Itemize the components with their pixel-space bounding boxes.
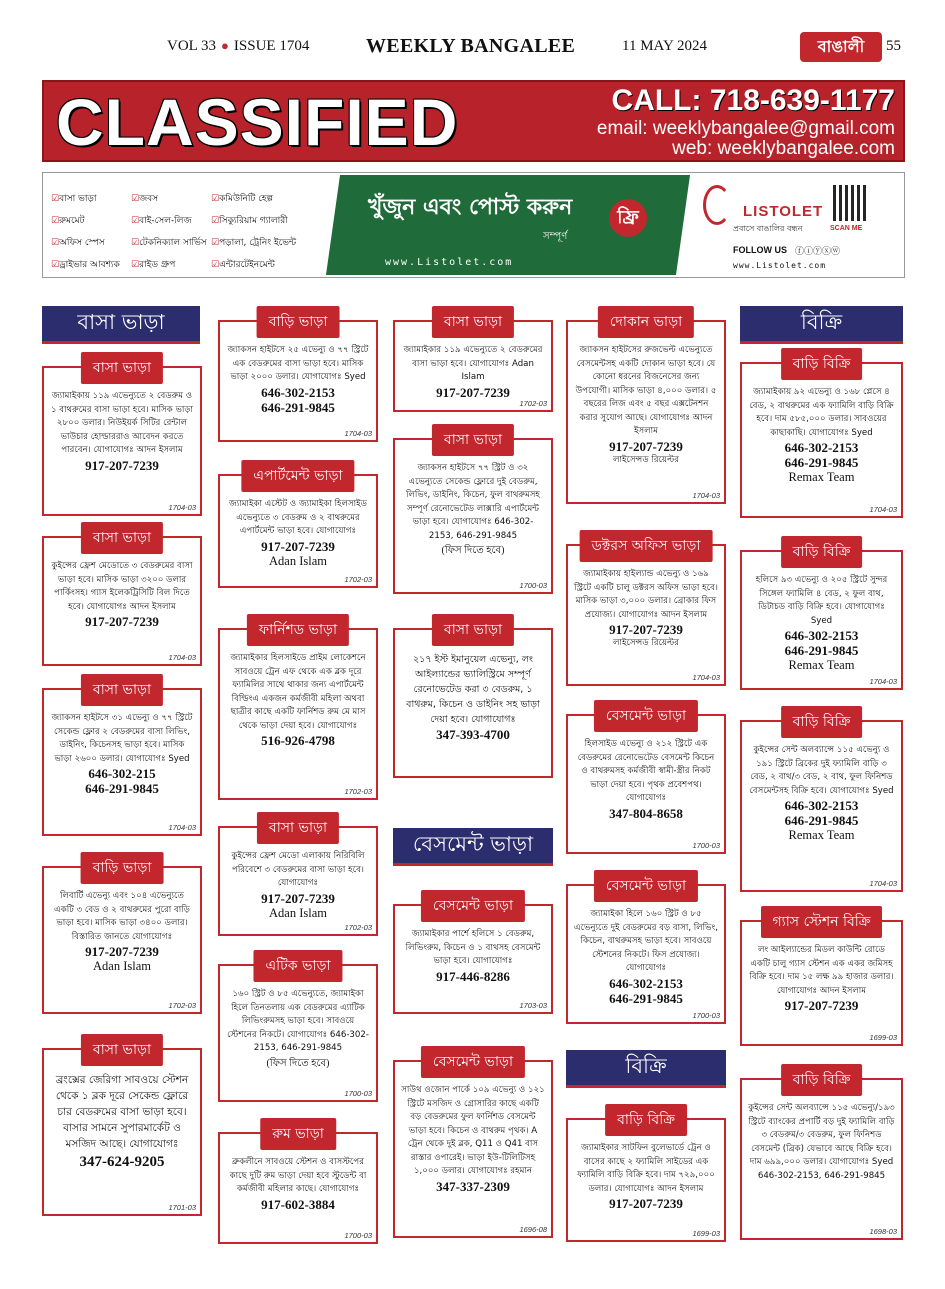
classified-ad xyxy=(42,1042,202,1216)
ad-code: 1702-03 xyxy=(344,923,372,932)
classified-ad xyxy=(218,958,378,1102)
ad-phone[interactable]: 917-207-7239 xyxy=(261,890,335,906)
ad-phone[interactable]: 917-207-7239 xyxy=(609,438,683,454)
classified-ad xyxy=(42,682,202,836)
ad-slogan-extra: সম্পূর্ণ xyxy=(543,231,568,242)
ad-category: ☑ সিক্যুরিয়াম গ্যালারী xyxy=(211,213,311,228)
ad-code: 1702-03 xyxy=(344,787,372,796)
ad-heading: বেসমেন্ট ভাড়া xyxy=(421,1046,525,1078)
ad-note: (ফিস দিতে হবে) xyxy=(441,545,505,556)
ad-contact-name: Adan Islam xyxy=(93,959,151,973)
classified-banner xyxy=(42,80,905,162)
ad-text: জ্যাকসন হাইটসে ৭৭ স্ট্রিট ও ৩২ এভেন্যুতে সেকেন্ড ফ্লোরে দুই বেডরুম, লিভিং, ডাইনিং, কিচেন, ফুল বাথরুমসহ সম্পূর্ণ রেনোভেটেড লাক্সারি এপার্টমেন্ট ভাড়া হবে। যোগাযোগঃ 646-302-2153, 646-291-9845 xyxy=(406,463,540,541)
classified-ad xyxy=(218,622,378,800)
ad-heading: বাড়ি ভাড়া xyxy=(81,852,164,884)
ad-text: কুইন্সের সেন্ট অলব্যান্সে ১১৫ এভেন্যু ও ১৯১ স্ট্রিটে ব্রিকের দুই ফ্যামিলি বাড়ি ৩ বেড, ২ বাথ/৩ বেড, ২ বাথ, ফুল ফিনিশড বেসমেন্টসহ বিক্রি হবে। যোগাযোগঃ Syed xyxy=(749,745,894,796)
ad-phone[interactable]: 646-302-215 xyxy=(88,766,156,781)
section-header-basement: বেসমেন্ট ভাড়া xyxy=(393,828,553,866)
ad-text: কুইন্সের সেন্ট অলব্যান্সে ১১৫ এভেন্যু/১৯৩ স্ট্রিটে ব্যাংকের প্রপার্টি বড় দুই ফ্যামিলি বাড়ি ৩ বেডরুম/৩ বেডরুম, ফুল ফিনিশড বেসমেন্ট (ব্রিক) যেভাবে আছে বিক্রি হবে। দাম ৬৯৯,০০০ ডলার। যোগাযোগঃ Syed 646-302-2153, 646-291-9845 xyxy=(748,1103,895,1181)
ad-heading: বেসমেন্ট ভাড়া xyxy=(594,870,698,902)
ad-note: (ফিস দিতে হবে) xyxy=(266,1057,330,1069)
ad-url-footer[interactable]: www.Listolet.com xyxy=(733,261,827,270)
ad-category: ☑ এন্টারটেইনমেন্ট xyxy=(211,257,311,272)
classified-ad xyxy=(218,1126,378,1244)
newspaper-logo: বাঙালী xyxy=(800,32,882,62)
ad-heading: ডক্টরস অফিস ভাড়া xyxy=(580,530,713,562)
classified-ad xyxy=(566,538,726,686)
classified-ad xyxy=(393,1054,553,1238)
ad-text: জ্যাকসন হাইটসে ২৫ এভেন্যু ও ৭৭ স্ট্রিটে এক বেডরুমের বাসা ভাড়া হবে। মাসিক ভাড়া ২০০০ ডলার। যোগাযোগঃ Syed xyxy=(227,345,369,382)
ad-agency: Remax Team xyxy=(788,828,855,842)
ad-heading: বাসা ভাড়া xyxy=(432,424,514,456)
ad-code: 1702-03 xyxy=(344,575,372,584)
ad-heading: বাড়ি বিক্রি xyxy=(781,1064,863,1096)
ad-phone[interactable]: 347-624-9205 xyxy=(79,1154,165,1170)
ad-brand-name: LISTOLET xyxy=(743,203,824,220)
ad-text: ২১৭ ইস্ট ইমানুয়েল এভেন্যু, লং আইল্যান্ডের ভ্যালিস্ট্রিমে সম্পূর্ণ রেনোভেটেড করা ৩ বেডরুম, ১ বাথরুম, কিচেন ও ডাইনিং সহ ভাড়া দেয়া হবে। যোগাযোগঃ xyxy=(406,654,540,725)
ad-phone[interactable]: 646-291-9845 xyxy=(784,643,859,658)
ad-code: 1700-03 xyxy=(344,1089,372,1098)
ad-text: জ্যামাইকা এস্টেট ও জ্যামাইকা হিলসাইড এভেন্যুতে ৩ বেডরুম ও ২ বাথরুমের এপার্টমেন্ট ভাড়া হবে। যোগাযোগঃ xyxy=(229,499,367,536)
ad-code: 1704-03 xyxy=(344,429,372,438)
ad-heading: বাসা ভাড়া xyxy=(432,306,514,338)
newspaper-name: WEEKLY BANGALEE xyxy=(366,35,576,57)
banner-website: web: weeklybangalee.com xyxy=(672,138,895,159)
ad-phone[interactable]: 917-207-7239 xyxy=(609,1196,683,1211)
ad-phone[interactable]: 917-207-7239 xyxy=(609,622,683,637)
ad-heading: বাসা ভাড়া xyxy=(257,812,339,844)
ad-text: জ্যামাইকার ১১৯ এভেন্যুতে ২ বেডরুমের বাসা ভাড়া হবে। যোগাযোগঃ Adan Islam xyxy=(403,345,543,382)
ad-heading: বেসমেন্ট ভাড়া xyxy=(594,700,698,732)
ad-text: জ্যামাইকার সাটফিন বুলেভার্ডে ট্রেন ও বাসের কাছে ২ ফ্যামিলি সাইডের এক ফ্যামিলি বাড়ি বিক্রি হবে। দাম ৭২৯,০০০ ডলার। যোগাযোগঃ আদন ইসলাম xyxy=(577,1143,715,1194)
classified-ad xyxy=(740,1072,903,1240)
ad-heading: বাড়ি বিক্রি xyxy=(781,348,863,380)
ad-category-list xyxy=(51,191,311,272)
ad-phone[interactable]: 646-302-2153 xyxy=(784,628,859,643)
ad-text: জ্যামাইকায় ১১৯ এভেন্যুতে ২ বেডরুম ও ১ বাথরুমের বাসা ভাড়া হবে। মাসিক ভাড়া ২৮০০ ডলার। নিউইয়র্ক সিটির রেন্টাল ভাউচার হোল্ডাররাও আবেদন করতে পারবেন। যোগাযোগঃ আদন ইসলাম xyxy=(50,391,194,455)
ad-phone[interactable]: 646-302-2153 xyxy=(784,798,859,813)
ad-phone[interactable]: 347-804-8658 xyxy=(609,805,683,821)
section-header-bikri-mid: বিক্রি xyxy=(566,1050,726,1088)
classified-ad xyxy=(393,622,553,778)
classified-ad xyxy=(566,708,726,854)
banner-phone: CALL: 718-639-1177 xyxy=(611,84,895,117)
ad-code: 1700-03 xyxy=(692,1011,720,1020)
ad-category: ☑ কমিউনিটি হেল্প xyxy=(211,191,311,206)
ad-category: ☑ জবস xyxy=(131,191,211,206)
ad-heading: এটিক ভাড়া xyxy=(253,950,342,982)
ad-code: 1704-03 xyxy=(869,879,897,888)
ad-text: জ্যাকসন হাইটসের রুজভেল্ট এভেন্যুতে বেসমেন্টসহ একটি দোকান ভাড়া হবে। যে কোনো ধরনের বিজনেসের জন্য উপযোগী। মাসিক ভাড়া ৪,০০০ ডলার। ৫ বছরের লিজ এবং ৫ বছর এক্সটেনশন করার সুযোগ আছে। যোগাযোগঃ আদন ইসলাম xyxy=(575,345,717,436)
classified-ad xyxy=(566,314,726,504)
ad-category: ☑ অফিস স্পেস xyxy=(51,235,131,250)
ad-phone[interactable]: 646-302-2153 xyxy=(784,440,859,455)
ad-phone[interactable]: 646-302-2153 xyxy=(261,384,335,400)
issue-date: 11 MAY 2024 xyxy=(622,38,708,54)
classified-ad xyxy=(218,314,378,442)
ad-contact-name: Adan Islam xyxy=(269,905,327,920)
classified-ad xyxy=(393,898,553,1014)
ad-phone[interactable]: 646-302-2153 xyxy=(609,975,683,991)
ad-text: হিলসাইড এভেন্যু ও ২১২ স্ট্রিটে এক বেডরুমের রেনোভেটেড বেসমেন্ট কিচেন ও বাথরুমসহ কর্মজীবী স্বামী-স্ত্রীর নিকট ভাড়া দেয়া হবে। পৃথক প্রবেশপথ। যোগাযোগঃ xyxy=(577,739,715,803)
ad-category: ☑ বাই-সেল-লিজ xyxy=(131,213,211,228)
ad-code: 1700-03 xyxy=(519,581,547,590)
ad-free-badge: ফ্রি xyxy=(609,199,647,237)
ad-heading: বাসা ভাড়া xyxy=(81,674,163,706)
ad-code: 1699-03 xyxy=(692,1229,720,1238)
ad-category: ☑ ড্রাইভার আবশ্যক xyxy=(51,257,131,272)
classified-ad xyxy=(42,530,202,666)
ad-follow-us: FOLLOW US xyxy=(733,245,787,255)
ad-code: 1701-03 xyxy=(168,1203,196,1212)
separator-dot-icon: ● xyxy=(221,38,229,53)
ad-agency: Remax Team xyxy=(788,658,855,672)
ad-phone[interactable]: 646-291-9845 xyxy=(609,990,683,1006)
ad-slogan: খুঁজুন এবং পোস্ট করুন xyxy=(368,195,573,220)
ad-heading: দোকান ভাড়া xyxy=(598,306,694,338)
ad-phone[interactable]: 917-602-3884 xyxy=(261,1196,335,1212)
classified-ad xyxy=(566,1112,726,1242)
ad-text: কুইন্সের ফ্রেশ মেডো এলাকায় নিরিবিলি পরিবেশে ৩ বেডরুমের বাসা ভাড়া হবে। যোগাযোগঃ xyxy=(231,851,365,888)
qr-code-icon[interactable] xyxy=(833,185,869,221)
ad-phone[interactable]: 917-207-7239 xyxy=(436,384,510,400)
ad-category: ☑ রাইড গ্রুপ xyxy=(131,257,211,272)
ad-brand-tagline: প্রবাসে বাঙালির বন্ধন xyxy=(733,224,803,233)
section-header-basa-bhara: বাসা ভাড়া xyxy=(42,306,200,344)
ad-text: ব্রুকলীনে সাবওয়ে স্টেশন ও বাসস্টপের কাছে দুটি রুম ভাড়া দেয়া হবে স্টুডেন্ট বা কর্মজীবী মহিলার কাছে। যোগাযোগঃ xyxy=(229,1157,367,1194)
ad-text: জ্যামাইকায় ৯২ এভেন্যু ও ১৬৮ প্লেসে ৪ বেড, ২ বাথরুমের এক ফ্যামিলি বাড়ি বিক্রি হবে। দাম ৫৮৫,০০০ ডলার। সাবওয়ের কাছাকাছি। যোগাযোগঃ Syed xyxy=(749,387,894,438)
ad-code: 1702-03 xyxy=(168,1001,196,1010)
listolet-advertisement xyxy=(42,172,905,278)
ad-category: ☑ বাসা ভাড়া xyxy=(51,191,131,206)
ad-code: 1704-03 xyxy=(168,823,196,832)
classified-ad xyxy=(740,714,903,892)
ad-code: 1704-03 xyxy=(869,677,897,686)
ad-phone[interactable]: 646-291-9845 xyxy=(784,455,859,470)
ad-category: ☑ পড়ালা, ট্রেনিং ইভেন্ট xyxy=(211,235,311,250)
ad-code: 1698-03 xyxy=(869,1227,897,1236)
ad-url[interactable]: www.Listolet.com xyxy=(385,257,514,268)
ad-code: 1696-08 xyxy=(519,1225,547,1234)
page-number: 55 xyxy=(886,38,901,54)
classified-ad xyxy=(740,356,903,518)
ad-contact-name: Adan Islam xyxy=(269,553,327,568)
ad-category: ☑ টেকনিক্যাল সার্ভিস xyxy=(131,235,211,250)
ad-heading: গ্যাস স্টেশন বিক্রি xyxy=(761,906,883,938)
ad-phone[interactable]: 917-207-7239 xyxy=(261,538,335,554)
ad-heading: বাড়ি বিক্রি xyxy=(781,536,863,568)
ad-phone[interactable]: 917-207-7239 xyxy=(784,998,859,1013)
ad-heading: এপার্টমেন্ট ভাড়া xyxy=(241,460,354,492)
ad-heading: বাড়ি ভাড়া xyxy=(257,306,340,338)
ad-text: জ্যাকসন হাইটসে ৩১ এভেন্যু ও ৭৭ স্ট্রিটে সেকেন্ড ফ্লোর ২ বেডরুমের বাসা লিভিং, ডাইনিং, কিচেনসহ ভাড়া হবে। মাসিক ভাড়া ২৬০০ ডলার। যোগাযোগঃ Syed xyxy=(51,713,193,764)
ad-text: কুইন্সের ফ্রেশ মেডোতে ৩ বেডরুমের বাসা ভাড়া হবে। মাসিক ভাড়া ৩২০০ ডলার পার্কিংসহ। গ্যাস ইলেকট্রিসিটি বিল দিতে হবে। যোগাযোগঃ আদন ইসলাম xyxy=(51,561,193,612)
ad-phone[interactable]: 646-291-9845 xyxy=(261,399,335,415)
ad-code: 1700-03 xyxy=(692,841,720,850)
ad-heading: বাসা ভাড়া xyxy=(81,352,163,384)
ad-phone[interactable]: 917-207-7239 xyxy=(85,944,159,959)
ad-code: 1704-03 xyxy=(869,505,897,514)
ad-text: সাউথ ওজোন পার্কে ১০৯ এভেন্যু ও ১২১ স্ট্রিটে মসজিদ ও গ্রোসারির কাছে একটি বড় বেডরুমের ফুল ফার্নিশড বেসমেন্ট ভাড়া হবে। কিচেন ও বাথরুম পৃথক। A ট্রেন থেকে দুই ব্লক, Q11 ও Q41 বাস রাস্তার ওপারেই। ভাড়া ইউ-টিলিটিসহ ১,০০০ ডলার। যোগাযোগঃ রহমান xyxy=(401,1085,545,1176)
ad-category: ☑ রুমমেট xyxy=(51,213,131,228)
social-media-icons[interactable]: ⓕⓘⓨⓧⓦ xyxy=(795,247,841,257)
ad-text: জ্যামাইকার পার্শে হলিসে ১ বেডরুম, লিভিংরুম, কিচেন ও ১ বাথসহ বেসমেন্ট ভাড়া হবে। যোগাযোগঃ xyxy=(405,929,541,966)
ad-phone[interactable]: 646-291-9845 xyxy=(784,813,859,828)
ad-heading: ফার্নিশড ভাড়া xyxy=(247,614,349,646)
ad-text: জ্যামাইকার হিলসাইডে প্রাইম লোকেশনে সাবওয়ে ট্রেন এফ থেকে এক ব্লক দূরে ফ্যামিলির সাথে থাকার জন্য এপার্টমেন্ট বিল্ডিংএ একজন কর্মজীবী মহিলা অথবা ছাত্রীর কাছে একটি ফার্নিশড রুম মে মাস থেকে ভাড়া দেয়া হবে। যোগাযোগঃ xyxy=(230,653,366,731)
classified-ad xyxy=(740,914,903,1046)
classified-ad xyxy=(393,314,553,412)
section-header-bikri: বিক্রি xyxy=(740,306,903,344)
ad-heading: বাড়ি বিক্রি xyxy=(605,1104,687,1136)
ad-text: লিবার্টি এভেন্যু এবং ১০৪ এভেন্যুতে একটি ৩ বেড ও ২ বাথরুমের পুরো বাড়ি ভাড়া হবে। মাসিক ভাড়া ৩৪০০ ডলার। বিস্তারিত জানতে যোগাযোগঃ xyxy=(54,891,190,942)
ad-phone[interactable]: 917-207-7239 xyxy=(85,457,159,473)
banner-title: CLASSIFIED xyxy=(56,85,459,159)
listolet-logo-icon xyxy=(703,185,731,225)
scan-me-label: SCAN ME xyxy=(830,225,863,232)
ad-heading: বাড়ি বিক্রি xyxy=(781,706,863,738)
ad-code: 1700-03 xyxy=(344,1231,372,1240)
volume-issue xyxy=(167,38,309,60)
classified-ad xyxy=(740,544,903,690)
ad-heading: বাসা ভাড়া xyxy=(81,522,163,554)
ad-code: 1704-03 xyxy=(168,653,196,662)
ad-code: 1704-03 xyxy=(692,673,720,682)
ad-note: লাইসেন্সড রিয়েল্টর xyxy=(613,454,679,465)
ad-text: জ্যামাইকায় হাইল্যান্ড এভেন্যু ও ১৬৯ স্ট্রিটে একটি চালু ডক্টরস অফিস ভাড়া হবে। মাসিক ভাড়া ৩,০০০ ডলার। ব্রোকার ফিস প্রযোজ্য। যোগাযোগঃ আদন ইসলাম xyxy=(574,569,718,620)
ad-code: 1704-03 xyxy=(168,503,196,512)
ad-agency: Remax Team xyxy=(788,470,855,484)
ad-phone[interactable]: 917-207-7239 xyxy=(85,614,159,629)
volume: VOL 33 xyxy=(167,38,217,54)
ad-code: 1702-03 xyxy=(519,399,547,408)
classified-ad xyxy=(393,432,553,594)
issue: ISSUE 1704 xyxy=(233,38,310,54)
ad-text: ১৬০ স্ট্রিট ও ৮৫ এভেন্যুতে, জ্যামাইকা হিলে তিনতলায় এক বেডরুমের এ্যাটিক লিভিংরুমসহ ভাড়া হবে। সাবওয়ে স্টেশনের নিকটে। যোগাযোগঃ 646-302-2153, 646-291-9845 xyxy=(227,989,369,1053)
ad-heading: বেসমেন্ট ভাড়া xyxy=(421,890,525,922)
banner-email: email: weeklybangalee@gmail.com xyxy=(596,118,895,139)
ad-phone[interactable]: 347-393-4700 xyxy=(436,727,510,742)
classified-ad xyxy=(218,820,378,936)
ad-phone[interactable]: 917-446-8286 xyxy=(436,968,510,984)
ad-text: ব্রংক্সের জেরিগা সাবওয়ে স্টেশন থেকে ১ ব্লক দূরে সেকেন্ড ফ্লোরে চার বেডরুমের বাসা ভাড়া হবে। বাসার সামনে সুপারমার্কেট ও মসজিদ আছে। যোগাযোগঃ xyxy=(55,1074,189,1150)
ad-text: জ্যামাইকা হিলে ১৬০ স্ট্রিট ও ৮৫ এভেন্যুতে দুই বেডরুমের বড় বাসা, লিভিং, কিচেন, বাথরুমসহ ভাড়া হবে। সাবওয়ে স্টেশনের নিকটে। ফিস প্রযোজ্য। যোগাযোগঃ xyxy=(574,909,718,973)
ad-phone[interactable]: 347-337-2309 xyxy=(436,1178,510,1194)
classified-ad xyxy=(42,860,202,1014)
ad-heading: বাসা ভাড়া xyxy=(81,1034,163,1066)
ad-heading: রুম ভাড়া xyxy=(260,1118,336,1150)
ad-note: লাইসেন্সড রিয়েল্টর xyxy=(613,638,679,648)
classified-ad xyxy=(566,878,726,1024)
ad-text: লং আইল্যান্ডের মিডল কাউন্টি রোডে একটি চালু গ্যাস স্টেশন এক একর জমিসহ বিক্রি হবে। দাম ১৫ লক্ষ ৯৯ হাজার ডলার। যোগাযোগঃ আদন ইসলাম xyxy=(749,945,894,996)
ad-phone[interactable]: 516-926-4798 xyxy=(261,733,335,748)
ad-text: হলিসে ৯৩ এভেন্যু ও ২০৫ স্ট্রিটে সুন্দর সিঙ্গেল ফ্যামিলি ৪ বেড, ২ ফুল বাথ, ডিটাচড বাড়ি বিক্রি হবে। যোগাযোগঃ Syed xyxy=(755,575,888,626)
ad-code: 1699-03 xyxy=(869,1033,897,1042)
ad-heading: বাসা ভাড়া xyxy=(432,614,514,646)
classified-ad xyxy=(218,468,378,588)
ad-phone[interactable]: 646-291-9845 xyxy=(85,781,159,796)
ad-code: 1703-03 xyxy=(519,1001,547,1010)
ad-code: 1704-03 xyxy=(692,491,720,500)
classified-ad xyxy=(42,360,202,516)
